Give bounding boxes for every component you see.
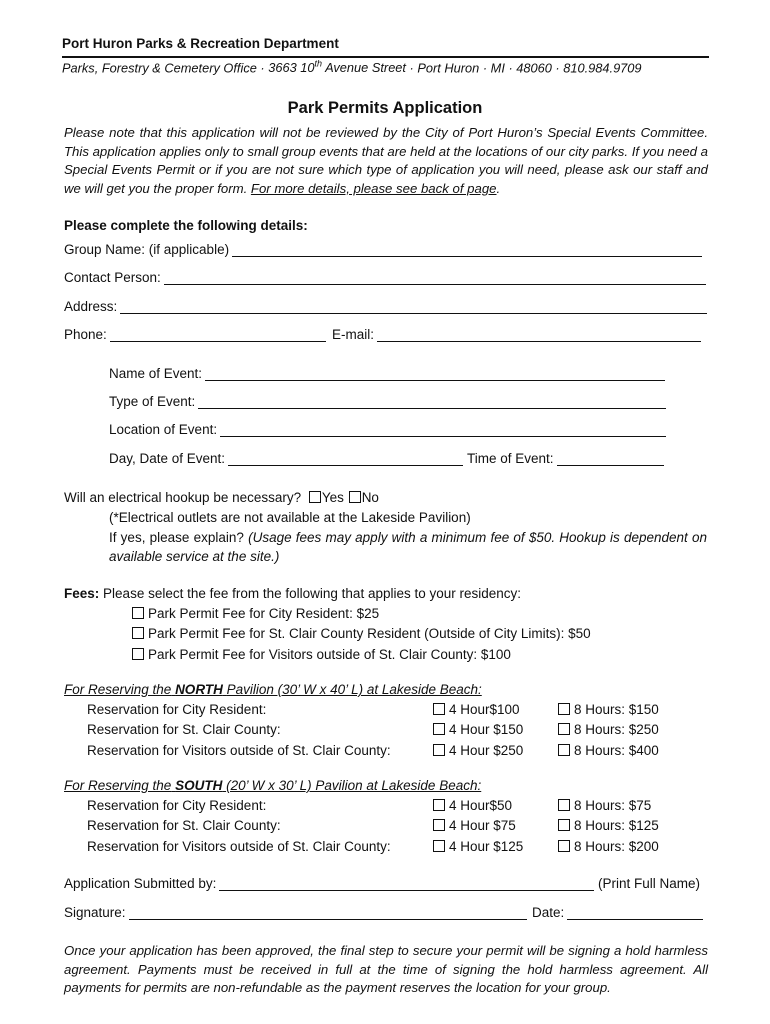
- event-date-field[interactable]: [109, 451, 463, 466]
- north-city-4hour-checkbox[interactable]: [433, 703, 445, 715]
- event-type-input[interactable]: [198, 397, 666, 409]
- south-row-label: Reservation for City Resident:: [87, 798, 267, 813]
- closing-paragraph: Once your application has been approved, the final step to secure your permit will be signing a hold harmless agreement. Payments must be received in full at the time of signing the hold harmless agreement. All payments for permits are non-refundable as the payment reserves the location for your group.: [64, 943, 708, 995]
- group-name-label: Group Name: (if applicable): [64, 242, 230, 257]
- page-title: Park Permits Application: [287, 99, 483, 117]
- date-field[interactable]: [532, 905, 703, 920]
- submitted-by-field[interactable]: [64, 876, 594, 891]
- fee-option-county[interactable]: Park Permit Fee for St. Clair County Resident (Outside of City Limits): $50: [132, 626, 591, 641]
- address-field[interactable]: [64, 299, 707, 314]
- office-address-line: Parks, Forestry & Cemetery Office · 3663 10th Avenue Street · Port Huron · MI · 48060 · 810.984.9709: [62, 59, 642, 76]
- north-county-4hour[interactable]: 4 Hour $150: [433, 722, 523, 737]
- event-location-input[interactable]: [220, 425, 666, 437]
- date-input[interactable]: [567, 908, 703, 920]
- fees-label: Fees:: [64, 586, 100, 601]
- fee-visitors-checkbox[interactable]: [132, 648, 144, 660]
- electrical-yes-checkbox[interactable]: [309, 491, 321, 503]
- contact-person-input[interactable]: [164, 273, 706, 285]
- event-name-label: Name of Event:: [109, 366, 203, 381]
- electrical-no-label: No: [361, 490, 379, 505]
- south-pavilion-heading: For Reserving the SOUTH (20’ W x 30’ L) Pavilion at Lakeside Beach:: [64, 778, 482, 793]
- south-visitors-8hour[interactable]: 8 Hours: $200: [558, 839, 659, 854]
- more-details-link[interactable]: For more details, please see back of page: [250, 180, 497, 196]
- fees-instruction: Please select the fee from the following that applies to your residency:: [103, 586, 522, 601]
- fee-option-city[interactable]: Park Permit Fee for City Resident: $25: [132, 606, 379, 621]
- north-row-label: Reservation for City Resident:: [87, 702, 267, 717]
- event-name-input[interactable]: [205, 369, 665, 381]
- phone-input[interactable]: [110, 330, 326, 342]
- south-row-label: Reservation for St. Clair County:: [87, 818, 281, 833]
- group-name-field[interactable]: [64, 242, 702, 257]
- south-county-8hour-checkbox[interactable]: [558, 819, 570, 831]
- south-city-4hour-checkbox[interactable]: [433, 799, 445, 811]
- submitted-by-label: Application Submitted by:: [64, 876, 217, 891]
- north-row-label: Reservation for St. Clair County:: [87, 722, 281, 737]
- electrical-explain: If yes, please explain? (Usage fees may apply with a minimum fee of $50. Hookup is dependent on available service at the site.): [109, 530, 707, 564]
- north-city-4hour[interactable]: 4 Hour$100: [433, 702, 520, 717]
- event-location-field[interactable]: [109, 422, 666, 437]
- north-county-8hour-checkbox[interactable]: [558, 723, 570, 735]
- email-field[interactable]: [332, 327, 701, 342]
- south-city-8hour[interactable]: 8 Hours: $75: [558, 798, 651, 813]
- state: MI: [490, 60, 505, 76]
- electrical-no-checkbox[interactable]: [349, 491, 361, 503]
- south-county-8hour[interactable]: 8 Hours: $125: [558, 818, 659, 833]
- print-name-label: (Print Full Name): [598, 876, 701, 891]
- street-address: 3663 10th Avenue Street: [268, 59, 406, 76]
- submitted-by-input[interactable]: [219, 879, 594, 891]
- north-pavilion-heading: For Reserving the NORTH Pavilion (30’ W x 40’ L) at Lakeside Beach:: [64, 682, 482, 697]
- header-divider: [62, 56, 709, 58]
- details-heading: Please complete the following details:: [64, 218, 308, 233]
- contact-person-field[interactable]: [64, 270, 706, 285]
- signature-input[interactable]: [129, 908, 527, 920]
- south-visitors-4hour-checkbox[interactable]: [433, 840, 445, 852]
- org-name: Port Huron Parks & Recreation Department: [62, 36, 339, 51]
- fee-city-checkbox[interactable]: [132, 607, 144, 619]
- phone-number: 810.984.9709: [563, 60, 642, 76]
- email-label: E-mail:: [332, 327, 375, 342]
- north-county-4hour-checkbox[interactable]: [433, 723, 445, 735]
- email-input[interactable]: [377, 330, 701, 342]
- address-input[interactable]: [120, 302, 707, 314]
- event-date-input[interactable]: [228, 454, 463, 466]
- south-row-label: Reservation for Visitors outside of St. Clair County:: [87, 839, 391, 854]
- zip: 48060: [516, 60, 552, 76]
- south-county-4hour-checkbox[interactable]: [433, 819, 445, 831]
- north-visitors-8hour[interactable]: 8 Hours: $400: [558, 743, 659, 758]
- signature-field[interactable]: [64, 905, 527, 920]
- phone-label: Phone:: [64, 327, 107, 342]
- south-county-4hour[interactable]: 4 Hour $75: [433, 818, 516, 833]
- north-row-label: Reservation for Visitors outside of St. Clair County:: [87, 743, 391, 758]
- south-visitors-8hour-checkbox[interactable]: [558, 840, 570, 852]
- phone-field[interactable]: [64, 327, 326, 342]
- electrical-question-row: [64, 490, 379, 505]
- signature-label: Signature:: [64, 905, 126, 920]
- north-city-8hour-checkbox[interactable]: [558, 703, 570, 715]
- event-time-field[interactable]: [467, 451, 664, 466]
- address-label: Address:: [64, 299, 118, 314]
- event-time-label: Time of Event:: [467, 451, 554, 466]
- intro-paragraph: Please note that this application will not be reviewed by the City of Port Huron’s Special Events Committee. This application applies only to small group events that are held at the locations of our city parks. If you need a Special Events Permit or if you are not sure which type of application you will need, please ask our staff and we will get you the proper form. For more details, please see back of page.: [64, 125, 708, 196]
- north-visitors-8hour-checkbox[interactable]: [558, 744, 570, 756]
- electrical-question: Will an electrical hookup be necessary?: [64, 490, 302, 505]
- event-time-input[interactable]: [557, 454, 664, 466]
- north-city-8hour[interactable]: 8 Hours: $150: [558, 702, 659, 717]
- south-city-8hour-checkbox[interactable]: [558, 799, 570, 811]
- event-type-label: Type of Event:: [109, 394, 196, 409]
- event-location-label: Location of Event:: [109, 422, 218, 437]
- north-county-8hour[interactable]: 8 Hours: $250: [558, 722, 659, 737]
- north-visitors-4hour-checkbox[interactable]: [433, 744, 445, 756]
- group-name-input[interactable]: [232, 245, 702, 257]
- event-name-field[interactable]: [109, 366, 665, 381]
- north-visitors-4hour[interactable]: 4 Hour $250: [433, 743, 523, 758]
- fee-option-visitors[interactable]: Park Permit Fee for Visitors outside of St. Clair County: $100: [132, 647, 511, 662]
- fees-instruction-row: [64, 586, 521, 601]
- city: Port Huron: [417, 60, 480, 76]
- electrical-yes-label: Yes: [321, 490, 344, 505]
- event-type-field[interactable]: [109, 394, 666, 409]
- office-name: Parks, Forestry & Cemetery Office: [62, 60, 257, 76]
- contact-person-label: Contact Person:: [64, 270, 161, 285]
- event-date-label: Day, Date of Event:: [109, 451, 226, 466]
- south-city-4hour[interactable]: 4 Hour$50: [433, 798, 512, 813]
- electrical-note: (*Electrical outlets are not available at the Lakeside Pavilion): [109, 510, 471, 525]
- fee-county-checkbox[interactable]: [132, 627, 144, 639]
- south-visitors-4hour[interactable]: 4 Hour $125: [433, 839, 523, 854]
- date-label: Date:: [532, 905, 565, 920]
